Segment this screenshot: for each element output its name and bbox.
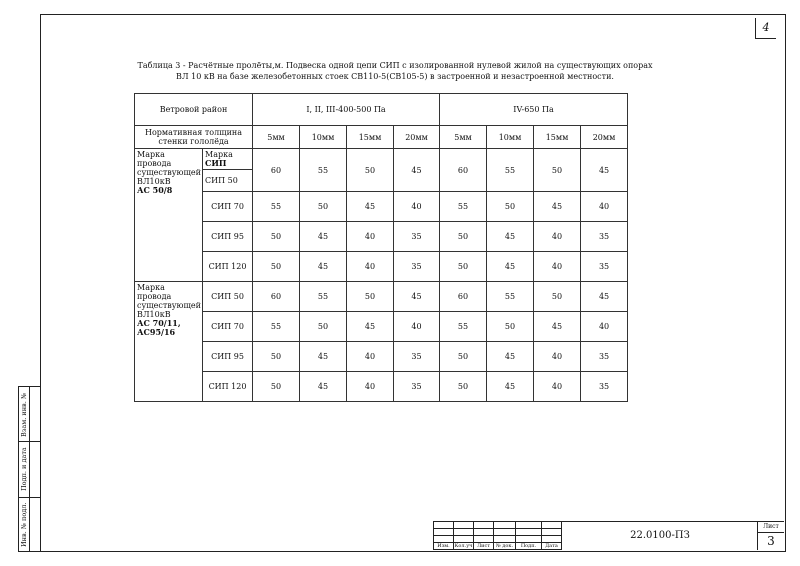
table-row [135,312,628,342]
strip-label-signature: Подп. и дата [20,447,28,491]
table-cell: 60 [440,282,487,312]
document-code: 22.0100-ПЗ [561,521,758,550]
group-2-label: Марка провода существующей ВЛ10кВ АС 70/11, АС95/16 [135,282,203,402]
table-cell: 40 [581,192,628,222]
row-label: СИП 70 [203,192,253,222]
table-cell: 40 [347,252,394,282]
wind-label: Ветровой район [135,94,253,126]
table-cell: 40 [534,372,581,402]
column-label: № док. [494,543,516,550]
table-cell: 50 [440,342,487,372]
table-cell: 50 [534,282,581,312]
thickness-header: 15мм [534,126,581,149]
table-cell: 35 [394,222,440,252]
row-label: СИП 120 [203,372,253,402]
sheet-label: Лист [758,522,784,533]
table-cell: 45 [300,222,347,252]
thickness-header: 20мм [581,126,628,149]
table-row [135,372,628,402]
strip-label-inventory: Инв. № подл. [20,502,28,547]
column-label: Кол.уч [454,543,473,549]
header-row-ice [135,126,628,149]
table-cell: 35 [581,342,628,372]
caption-line-1: Таблица 3 - Расчётные пролёты,м. Подвеска одной цепи СИП с изолированной нулевой жилой на существующих опорах [137,61,653,70]
table-cell: 50 [300,312,347,342]
sheet-number: 3 [767,534,775,548]
table-cell: 35 [394,342,440,372]
table-cell: 55 [253,312,300,342]
table-cell: 45 [487,342,534,372]
header-row-wind [135,94,628,126]
row-label: СИП 95 [203,342,253,372]
table-cell: 40 [534,222,581,252]
table-cell: 50 [347,282,394,312]
strip-label-replacement: Взам. инв. № [20,393,28,437]
thickness-header: 10мм [487,126,534,149]
table-cell: 55 [300,282,347,312]
title-block [433,521,784,550]
table-row [135,149,628,192]
table-cell: 45 [534,312,581,342]
table-cell: 35 [581,252,628,282]
table-row [135,282,628,312]
table-cell: 45 [347,312,394,342]
column-label: Изм. [434,543,454,550]
table-cell: 50 [487,192,534,222]
table-cell: 45 [394,149,440,192]
caption-line-2: ВЛ 10 кВ на базе железобетонных стоек СВ110-5(СВ105-5) в застроенной и незастроенной местности. [176,72,614,81]
table-row [135,252,628,282]
table-cell: 50 [347,149,394,192]
table-cell: 50 [253,372,300,402]
table-cell: 35 [394,252,440,282]
sheet-box [757,521,784,550]
table-cell: 55 [487,149,534,192]
table-cell: 35 [581,222,628,252]
table-cell: 60 [253,149,300,192]
table-cell: 60 [440,149,487,192]
table-cell: 45 [347,192,394,222]
table-cell: 45 [394,282,440,312]
thickness-header: 20мм [394,126,440,149]
table-cell: 45 [300,252,347,282]
table-cell: 45 [487,252,534,282]
table-cell: 50 [300,192,347,222]
table-cell: 55 [487,282,534,312]
table-cell: 45 [487,222,534,252]
table-row [135,192,628,222]
table-cell: 45 [487,372,534,402]
table-cell: 50 [253,222,300,252]
table-row [135,222,628,252]
span-table [134,93,628,402]
row-label: СИП 120 [203,252,253,282]
revision-grid [433,521,562,550]
column-label: Подп. [516,543,542,550]
table-cell: 60 [253,282,300,312]
table-cell: 45 [534,192,581,222]
column-label: Лист [474,543,494,550]
table-cell: 40 [534,252,581,282]
table-cell: 40 [534,342,581,372]
table-cell: 40 [347,222,394,252]
thickness-header: 10мм [300,126,347,149]
binding-strip [18,386,41,552]
row-label: Марка СИП СИП 50 [203,149,253,192]
table-cell: 35 [581,372,628,402]
table-cell: 50 [253,342,300,372]
strip-divider [29,387,30,551]
table-caption [130,60,660,82]
ice-label: Нормативная толщина стенки гололёда [135,126,253,149]
strip-separator [19,497,41,498]
table-row [135,342,628,372]
table-cell: 50 [253,252,300,282]
thickness-header: 5мм [440,126,487,149]
row-label: СИП 95 [203,222,253,252]
table-cell: 45 [581,282,628,312]
table-cell: 50 [534,149,581,192]
table-cell: 40 [581,312,628,342]
table-cell: 35 [394,372,440,402]
table-cell: 50 [440,252,487,282]
table-cell: 55 [440,312,487,342]
table-cell: 40 [347,372,394,402]
table-cell: 55 [300,149,347,192]
table-cell: 40 [394,312,440,342]
table-cell: 50 [487,312,534,342]
table-cell: 40 [347,342,394,372]
zone-2-header: IV-650 Па [440,94,628,126]
column-label: Дата [542,543,562,550]
group-1-label: Марка провода существующей ВЛ10кВ АС 50/8 [135,149,203,282]
table-cell: 55 [440,192,487,222]
zone-1-header: I, II, III-400-500 Па [253,94,440,126]
page-mark: 4 [755,18,776,39]
table-cell: 45 [300,372,347,402]
table-cell: 45 [581,149,628,192]
row-label: СИП 70 [203,312,253,342]
table-cell: 45 [300,342,347,372]
strip-separator [19,441,41,442]
table-cell: 50 [440,222,487,252]
table-cell: 40 [394,192,440,222]
table-cell: 55 [253,192,300,222]
thickness-header: 15мм [347,126,394,149]
table-cell: 50 [440,372,487,402]
thickness-header: 5мм [253,126,300,149]
row-label: СИП 50 [203,282,253,312]
